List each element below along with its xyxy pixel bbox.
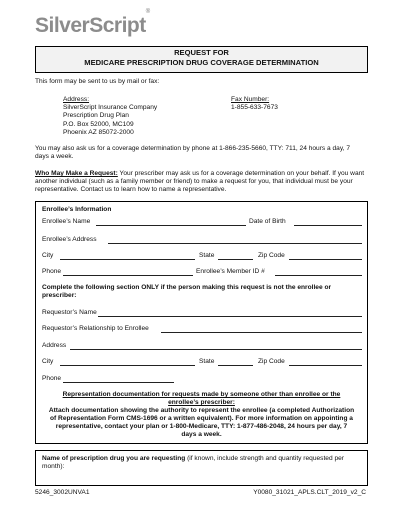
requestor-name-field[interactable] [98,316,362,317]
requestor-phone-field[interactable] [63,382,174,383]
representation-text: Attach documentation showing the authority to represent the enrollee (a completed Authorization of Representation Form CMS-1696 or a written equivalent). For more information on appointing a representative, contact your plan or 1-800-Medicare, TTY: 1-877-486-2048, 24 hours per day, 7 days a week. [48,407,355,438]
enrollee-name-label: Enrollee’s Name [42,218,91,225]
form-title [35,46,368,73]
requestor-state-label: State [199,358,215,365]
drug-hint: (if known, include strength and quantity requested per month): [42,455,344,470]
city-field[interactable] [60,259,195,260]
city-label: City [42,252,54,259]
address-line: Phoenix AZ 85072-2000 [63,128,134,136]
address-line: SilverScript Insurance Company [63,104,158,112]
address-label: Address: [63,96,90,103]
requestor-address-field[interactable] [70,349,362,350]
requestor-phone-label: Phone [42,375,62,382]
address-line: Prescription Drug Plan [63,112,129,120]
drug-label [42,455,361,471]
member-id-field[interactable] [275,275,362,276]
dob-label: Date of Birth [249,218,286,225]
requestor-city-label: City [42,358,54,365]
requestor-zip-label: Zip Code [258,358,285,365]
requestor-address-label: Address [42,342,67,349]
title-line-1: REQUEST FOR [174,48,229,57]
phone-label: Phone [42,268,62,275]
representation-heading: Representation documentation for requests made by someone other than enrollee or the enrollee’s prescriber: [62,391,341,406]
phone-note: You may also ask us for a coverage determination by phone at 1-866-235-5660, TTY: 711, 24 hours a day, 7 days a week. [35,145,350,161]
drug-section [35,450,368,486]
fax-label: Fax Number: [231,96,270,103]
requestor-zip-field[interactable] [289,365,362,366]
silverscript-logo: SilverScript® [35,9,150,37]
enrollee-name-field[interactable] [96,225,246,226]
who-may-request [35,170,367,195]
dob-field[interactable] [294,225,362,226]
requestor-name-label: Requestor’s Name [42,309,97,316]
fax-number: 1-855-633-7673 [231,104,278,112]
drug-label-text: Name of prescription drug you are requesting [42,455,186,462]
enrollee-address-field[interactable] [108,243,362,244]
requestor-city-field[interactable] [60,365,195,366]
zip-label: Zip Code [258,252,285,259]
footer-form-code: 5246_3002UNVA1 [35,489,90,496]
phone-field[interactable] [63,275,193,276]
fax-block [231,96,278,112]
requestor-relationship-field[interactable] [161,332,362,333]
enrollee-address-label: Enrollee’s Address [42,236,97,243]
requestor-state-field[interactable] [218,365,253,366]
address-block [63,96,157,137]
footer-plan-code: Y0080_31021_APLS.CLT_2019_v2_C [253,489,366,496]
enrollee-section [35,201,368,444]
state-label: State [199,252,215,259]
state-field[interactable] [218,259,253,260]
enrollee-heading: Enrollee’s Information [42,206,112,213]
address-line: P.O. Box 52000, MC109 [63,120,134,128]
requestor-section-note: Complete the following section ONLY if the person making this request is not the enrollee or prescriber: [42,284,332,299]
who-heading: Who May Make a Request: [35,170,118,177]
title-line-2: MEDICARE PRESCRIPTION DRUG COVERAGE DETERMINATION [84,58,319,67]
zip-field[interactable] [289,259,362,260]
who-text: Your prescriber may ask us for a coverage determination on your behalf. If you want another individual (such as a family member or friend) to make a request for you, that individual must be your representative. Contact us to learn how to name a representative. [35,170,365,194]
requestor-relationship-label: Requestor’s Relationship to Enrollee [42,325,149,332]
intro-text: This form may be sent to us by mail or fax: [35,78,160,85]
member-id-label: Enrollee’s Member ID # [196,268,265,275]
